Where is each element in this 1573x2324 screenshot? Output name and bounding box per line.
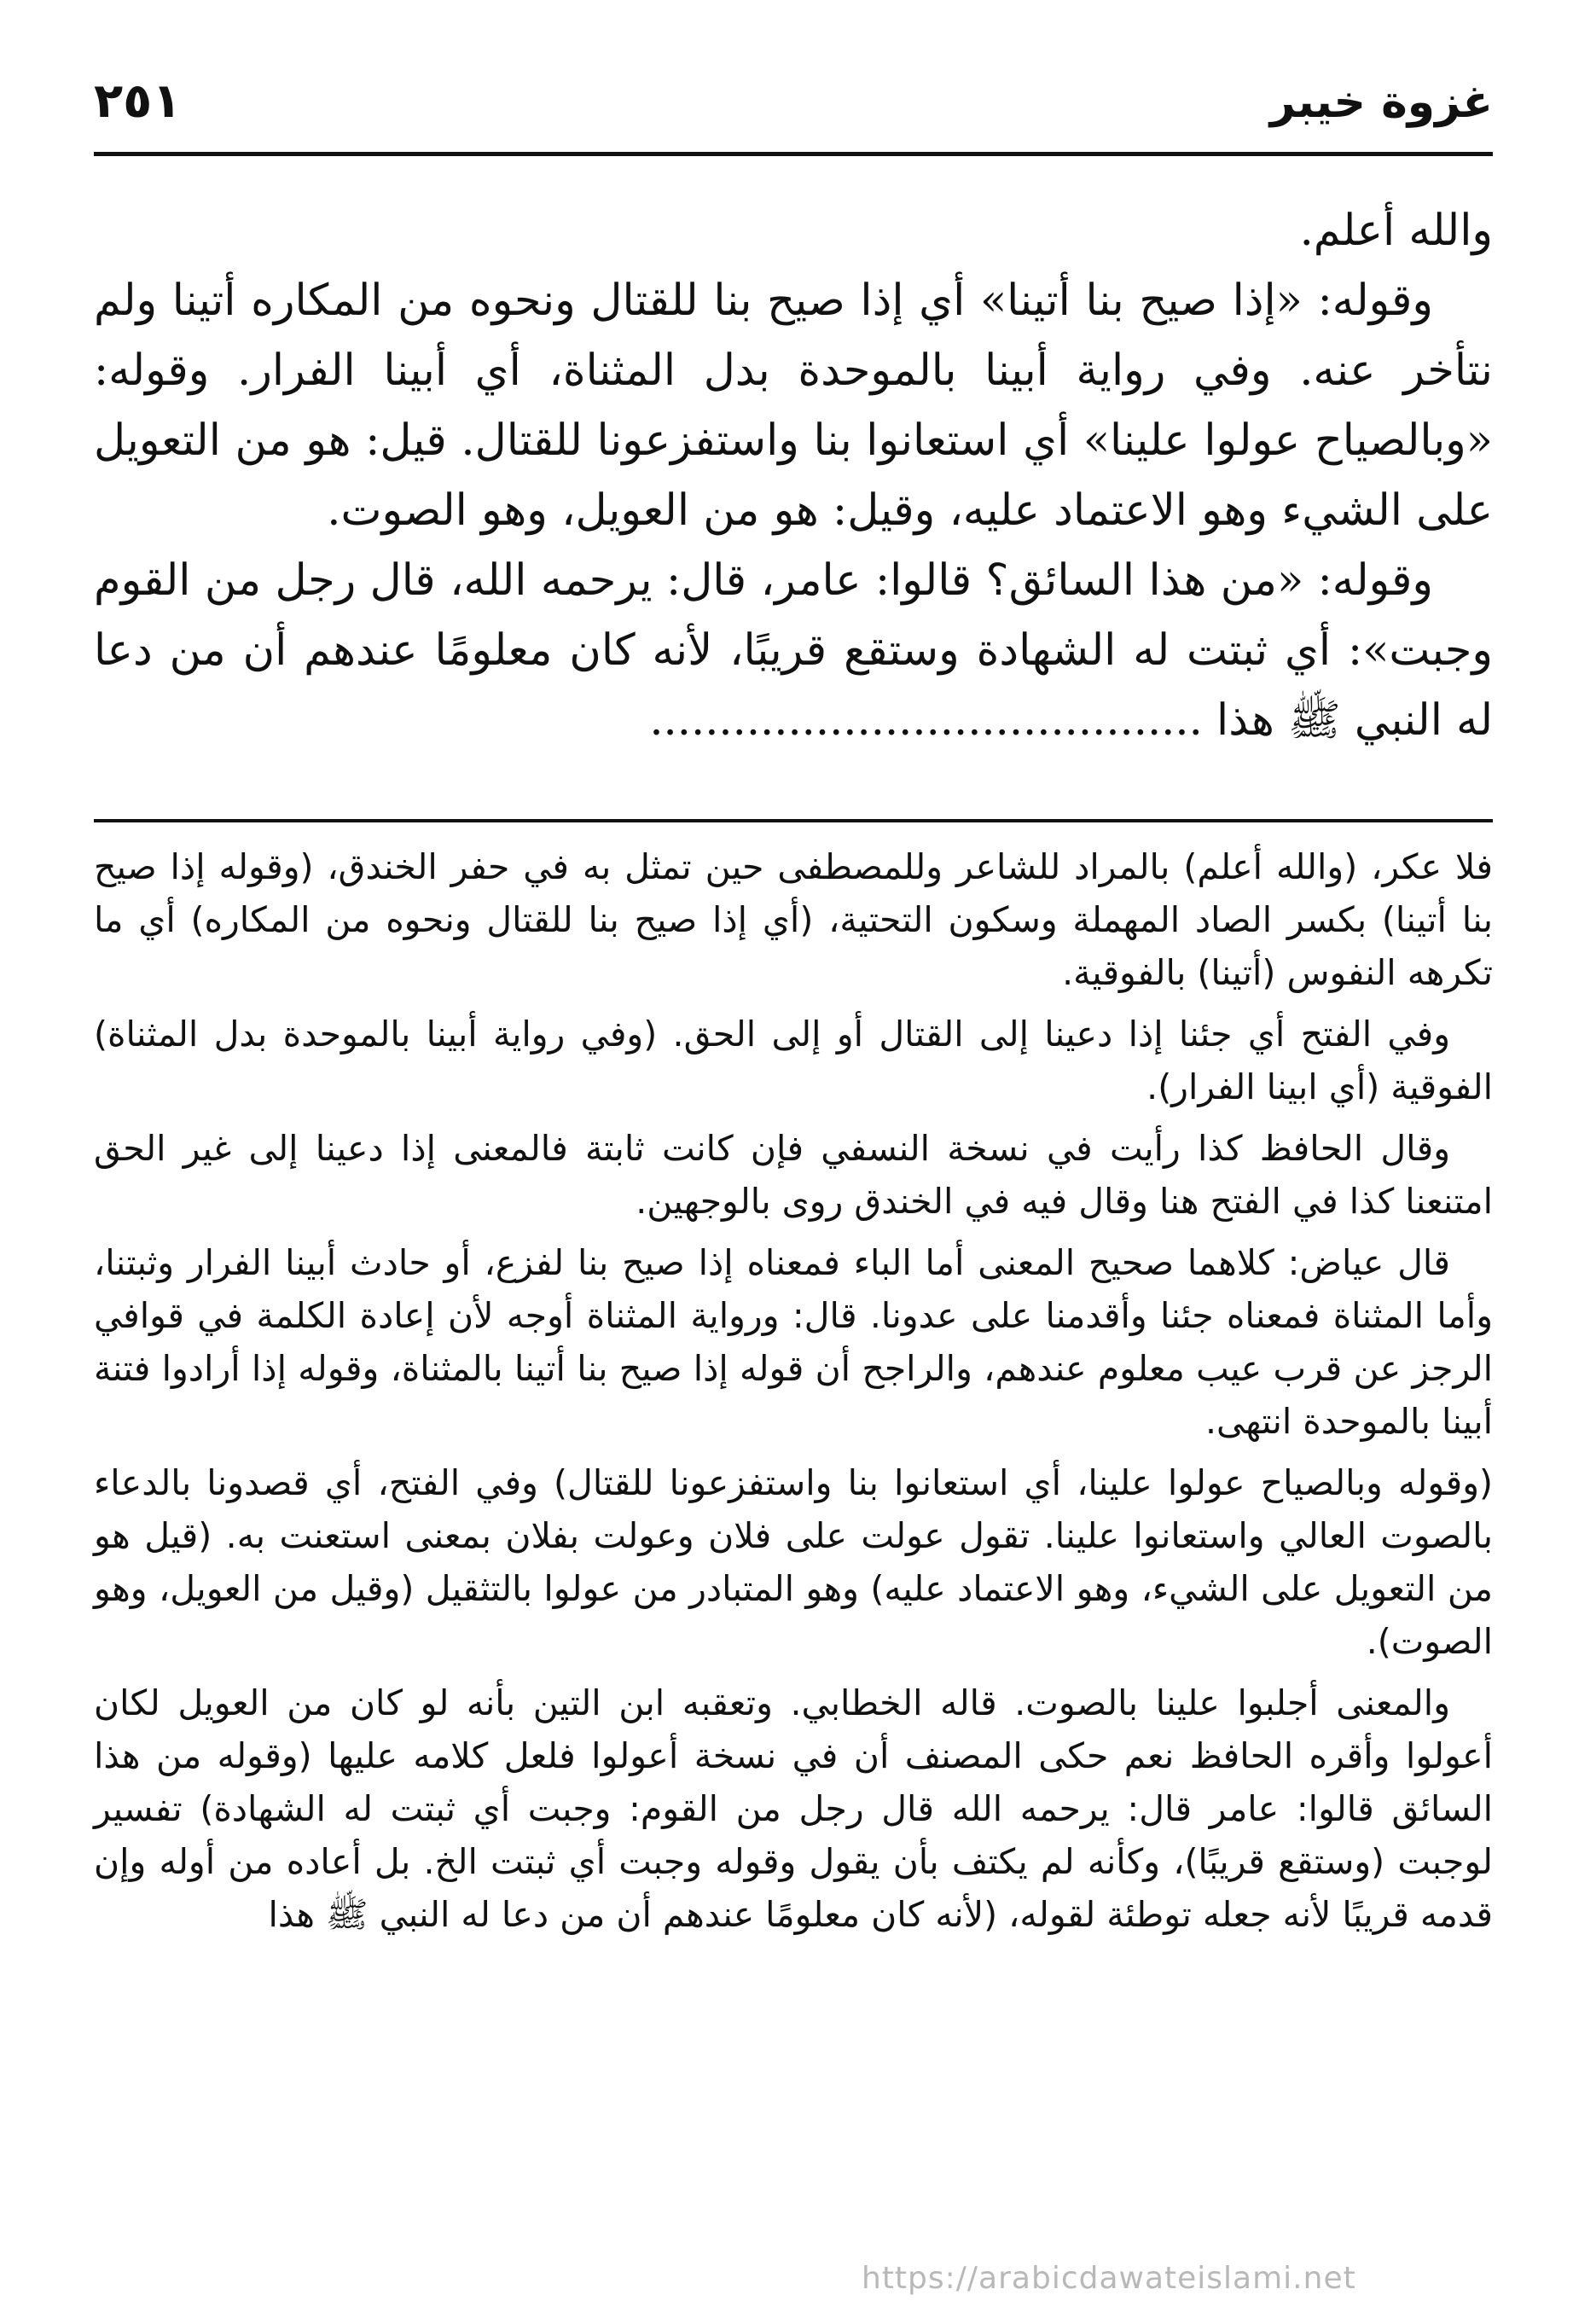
main-paragraph: وقوله: «إذا صيح بنا أتينا» أي إذا صيح بنا للقتال ونحوه من المكاره أتينا ولم نتأخر عنه. وفي رواية أبينا بالموحدة بدل المثناة، أي أبينا الفرار. وقوله: «وبالصياح عولوا علينا» أي استعانوا بنا واستفزعونا للقتال. قيل: هو من التعويل على الشيء وهو الاعتماد عليه، وقيل: هو من العويل، وهو الصوت.	[94, 276, 1493, 536]
commentary-paragraph: (وقوله وبالصياح عولوا علينا، أي استعانوا بنا واستفزعونا للقتال) وفي الفتح، أي قصدونا بالدعاء بالصوت العالي واستعانوا علينا. تقول عولت على فلان وعولت بفلان بمعنى استعنت به. (قيل هو من التعويل على الشيء، وهو الاعتماد عليه) وهو المتبادر من عولوا بالتثقيل (وقيل من العويل، وهو الصوت).	[94, 1462, 1493, 1662]
main-text	[94, 196, 1493, 756]
commentary-paragraph: وفي الفتح أي جئنا إذا دعينا إلى القتال أو إلى الحق. (وفي رواية أبينا بالموحدة بدل المثناة) الفوقية (أي ابينا الفرار).	[94, 1014, 1493, 1107]
watermark-url: https://arabicdawateislami.net	[862, 2261, 1356, 2296]
commentary-paragraph: والمعنى أجلبوا علينا بالصوت. قاله الخطابي. وتعقبه ابن التين بأنه لو كان من العويل لكان أعولوا وأقره الحافظ نعم حكى المصنف أن في نسخة أعولوا فلعل كلامه عليها (وقوله من هذا السائق قالوا: عامر قال: يرحمه الله قال رجل من القوم: وجبت أي ثبتت له الشهادة) تفسير لوجبت (وستقع قريبًا)، وكأنه لم يكتف بأن يقول وقوله وجبت أي ثبتت الخ. بل أعاده من أوله وإن قدمه قريبًا لأنه جعله توطئة لقوله، (لأنه كان معلومًا عندهم أن من دعا له النبي ﷺ هذا	[94, 1682, 1493, 1935]
page-number: ٢٥١	[94, 73, 182, 129]
page-header	[94, 68, 1493, 145]
document-page	[94, 68, 1493, 2286]
main-paragraph	[94, 546, 1493, 756]
commentary-paragraph: وقال الحافظ كذا رأيت في نسخة النسفي فإن كانت ثابتة فالمعنى إذا دعينا إلى غير الحق امتنعنا كذا في الفتح هنا وقال فيه في الخندق روى بالوجهين.	[94, 1128, 1493, 1222]
continuation-dots: ........................................	[649, 695, 1203, 746]
commentary-text	[94, 840, 1493, 1949]
header-rule	[94, 152, 1493, 156]
main-paragraph-text: وقوله: «من هذا السائق؟ قالوا: عامر، قال: يرحمه الله، قال رجل من القوم وجبت»: أي ثبتت له الشهادة وستقع قريبًا، لأنه كان معلومًا عندهم أن من دعا له النبي ﷺ هذا	[94, 555, 1493, 746]
commentary-paragraph: قال عياض: كلاهما صحيح المعنى أما الباء فمعناه إذا صيح بنا لفزع، أو حادث أبينا الفرار وثبتنا، وأما المثناة فمعناه جئنا وأقدمنا على عدونا. قال: ورواية المثناة أوجه لأن إعادة الكلمة في قوافي الرجز عن قرب عيب معلوم عندهم، والراجح أن قوله إذا صيح بنا أتينا بالمثناة، وقوله إذا أرادوا فتنة أبينا بالموحدة انتهى.	[94, 1242, 1493, 1442]
commentary-paragraph: فلا عكر، (والله أعلم) بالمراد للشاعر وللمصطفى حين تمثل به في حفر الخندق، (وقوله إذا صيح بنا أتينا) بكسر الصاد المهملة وسكون التحتية، (أي إذا صيح بنا للقتال ونحوه من المكاره) أي ما تكرهه النفوس (أتينا) بالفوقية.	[94, 846, 1493, 993]
section-divider	[94, 819, 1493, 822]
main-paragraph: والله أعلم.	[1299, 206, 1493, 256]
chapter-title: غزوة خيبر	[1269, 77, 1493, 128]
